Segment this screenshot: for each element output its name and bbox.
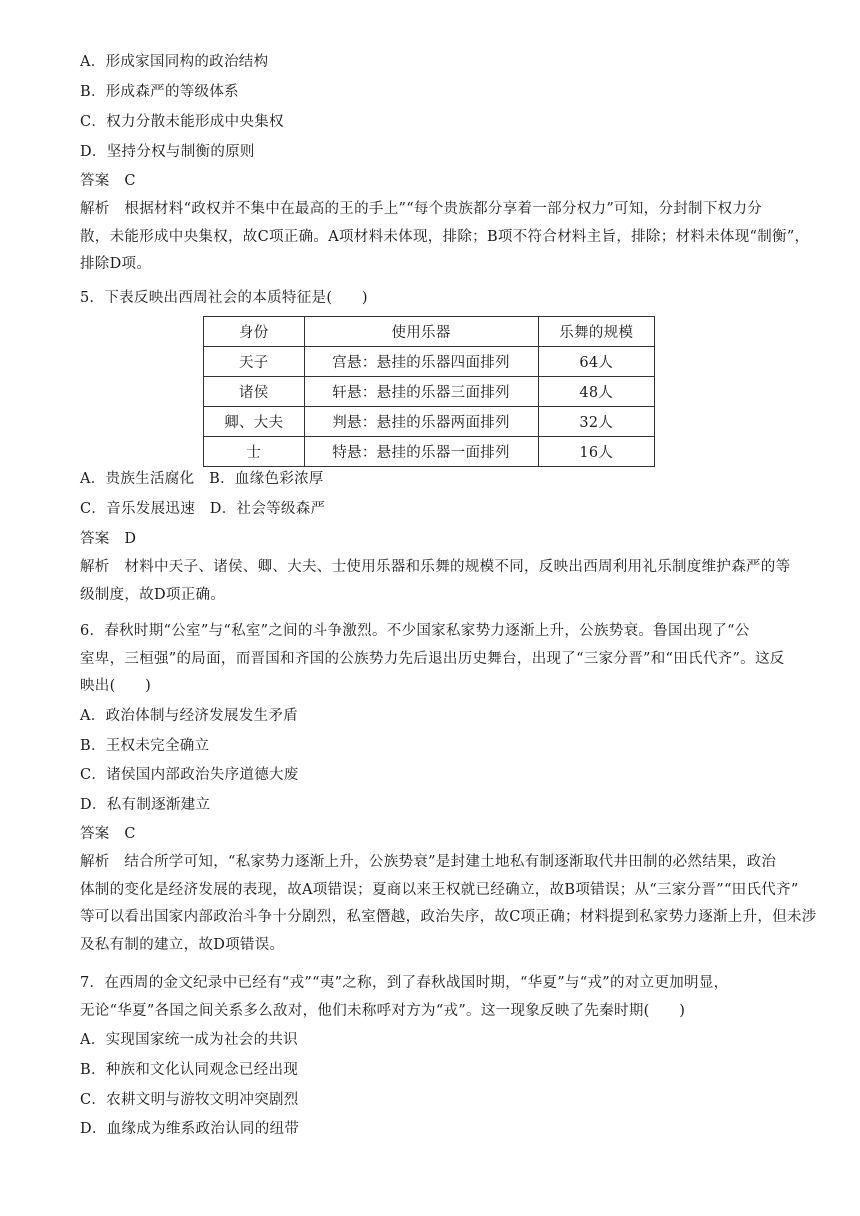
q7-stem-line: 7．在西周的金文纪录中已经有“戎”“夷”之称，到了春秋战国时期，“华夏”与“戎”的对立更加明显， bbox=[80, 975, 729, 991]
q5-stem: 5．下表反映出西周社会的本质特征是( ) bbox=[80, 290, 368, 306]
table-header: 使用乐器 bbox=[304, 317, 538, 347]
q5-answer: 答案 D bbox=[80, 531, 137, 547]
q5-analysis-line: 级制度，故D项正确。 bbox=[80, 586, 226, 603]
q4-option-a: A．形成家国同构的政治结构 bbox=[80, 54, 269, 70]
q6-analysis bbox=[80, 849, 817, 959]
table-cell: 士 bbox=[204, 437, 305, 467]
q7-option-a: A．实现国家统一成为社会的共识 bbox=[80, 1032, 298, 1048]
q6-analysis-line: 及私有制的建立，故D项错误。 bbox=[80, 936, 285, 953]
table-cell: 64人 bbox=[538, 347, 655, 377]
table-row bbox=[204, 347, 655, 377]
table-cell: 卿、大夫 bbox=[204, 407, 305, 437]
q7-option-c: C．农耕文明与游牧文明冲突剧烈 bbox=[80, 1092, 299, 1108]
q7-option-b: B．种族和文化认同观念已经出现 bbox=[80, 1062, 299, 1078]
q5-options-cd: C．音乐发展迅速 D．社会等级森严 bbox=[80, 501, 326, 517]
table-cell: 32人 bbox=[538, 407, 655, 437]
table-cell: 16人 bbox=[538, 437, 655, 467]
table-header-row bbox=[204, 317, 655, 347]
table-cell: 48人 bbox=[538, 377, 655, 407]
table-cell: 判悬：悬挂的乐器两面排列 bbox=[304, 407, 538, 437]
q6-stem-line: 6．春秋时期“公室”与“私室”之间的斗争激烈。不少国家私家势力逐渐上升，公族势衰。鲁国出现了“公 bbox=[80, 623, 750, 639]
q6-stem-line: 映出( ) bbox=[80, 678, 152, 694]
q4-analysis-line: 排除D项。 bbox=[80, 256, 152, 272]
rites-table bbox=[203, 316, 655, 467]
q4-option-b: B．形成森严的等级体系 bbox=[80, 84, 239, 100]
table-cell: 诸侯 bbox=[204, 377, 305, 407]
q6-analysis-line: 等可以看出国家内部政治斗争十分剧烈，私室僭越，政治失序，故C项正确；材料提到私家势力逐渐上升，但未涉 bbox=[80, 909, 817, 925]
table-row bbox=[204, 377, 655, 407]
q4-analysis-line: 解析 根据材料“政权并不集中在最高的王的手上”“每个贵族都分享着一部分权力”可知，分封制下权力分 bbox=[80, 201, 763, 217]
q6-analysis-line: 解析 结合所学可知，“私家势力逐渐上升，公族势衰”是封建土地私有制逐渐取代井田制的必然结果，政治 bbox=[80, 854, 777, 870]
q5-analysis-line: 解析 材料中天子、诸侯、卿、大夫、士使用乐器和乐舞的规模不同，反映出西周利用礼乐制度维护森严的等 bbox=[80, 559, 791, 575]
q7-stem bbox=[80, 970, 806, 1025]
q4-analysis bbox=[80, 196, 810, 279]
q5-analysis bbox=[80, 554, 806, 609]
table-cell: 天子 bbox=[204, 347, 305, 377]
table-row bbox=[204, 407, 655, 437]
q5-options-ab: A．贵族生活腐化 B．血缘色彩浓厚 bbox=[80, 471, 324, 487]
q4-analysis-line: 散，未能形成中央集权，故C项正确。A项材料未体现，排除；B项不符合材料主旨，排除；材料未体现“制衡”， bbox=[80, 228, 810, 245]
q4-option-d: D．坚持分权与制衡的原则 bbox=[80, 144, 255, 160]
q4-answer: 答案 C bbox=[80, 173, 136, 189]
q6-stem bbox=[80, 618, 806, 701]
q6-stem-line: 室卑，三桓强”的局面，而晋国和齐国的公族势力先后退出历史舞台，出现了“三家分晋”和“田氏代齐”。这反 bbox=[80, 650, 785, 667]
q6-answer: 答案 C bbox=[80, 826, 136, 842]
table-cell: 特悬：悬挂的乐器一面排列 bbox=[304, 437, 538, 467]
table-header: 乐舞的规模 bbox=[538, 317, 655, 347]
q6-analysis-line: 体制的变化是经济发展的表现，故A项错误；夏商以来王权就已经确立，故B项错误；从“三家分晋”“田氏代齐” bbox=[80, 881, 799, 898]
q4-option-c: C．权力分散未能形成中央集权 bbox=[80, 114, 284, 130]
q6-option-b: B．王权未完全确立 bbox=[80, 738, 210, 754]
q6-option-c: C．诸侯国内部政治失序道德大废 bbox=[80, 767, 299, 783]
q6-option-a: A．政治体制与经济发展发生矛盾 bbox=[80, 708, 298, 724]
table-row bbox=[204, 437, 655, 467]
table-cell: 轩悬：悬挂的乐器三面排列 bbox=[304, 377, 538, 407]
q7-option-d: D．血缘成为维系政治认同的纽带 bbox=[80, 1121, 300, 1137]
q6-option-d: D．私有制逐渐建立 bbox=[80, 797, 211, 813]
table-cell: 宫悬：悬挂的乐器四面排列 bbox=[304, 347, 538, 377]
q7-stem-line: 无论“华夏”各国之间关系多么敌对，他们未称呼对方为“戎”。这一现象反映了先秦时期( ) bbox=[80, 1002, 686, 1019]
table-header: 身份 bbox=[204, 317, 305, 347]
